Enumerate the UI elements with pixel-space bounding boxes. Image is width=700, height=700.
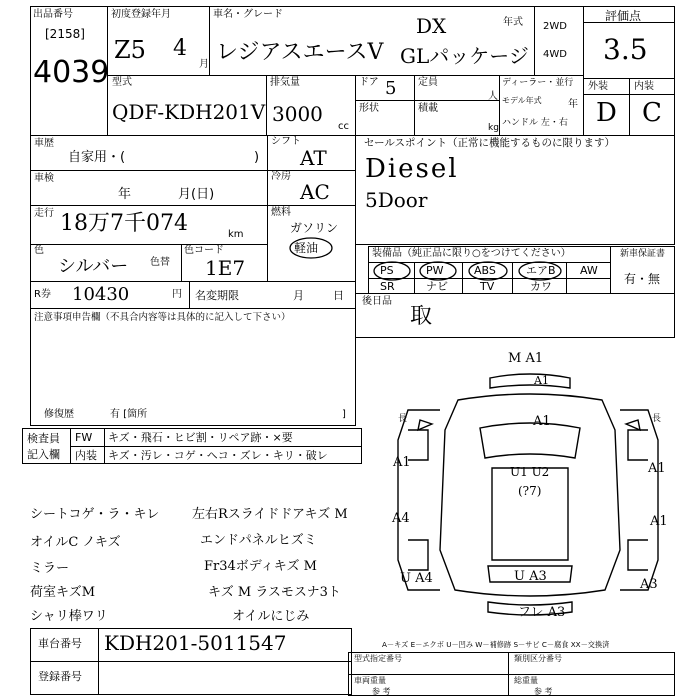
year-label: 年式 [503,17,523,28]
notes-box [30,308,356,426]
diag-right-caption: 長 [652,414,662,424]
sales-label: セールスポイント（正常に機能するものに限ります） [364,137,616,149]
later-docs-value: 取 [410,304,433,329]
first-reg-label: 初度登録年月 [111,9,171,20]
ext-grade: D [596,98,617,128]
car-name-label: 車名・グレード [213,9,283,20]
doors-label: ドア [359,77,379,88]
drive-4wd: 4WD [543,49,567,60]
diag-left-caption: 長 [398,414,408,424]
equip-abs: ABS [474,264,496,277]
int-label: 内装 [634,81,654,92]
inspector-fw-text: キズ・飛石・ヒビ割・リペア跡・×要 [108,431,293,444]
use-value: 自家用・( [68,150,126,165]
shift-value: AT [300,146,327,170]
diag-label-ua4: U A4 [400,571,433,586]
inspection-label: 車検 [34,173,54,184]
dealer-label: ディーラー・並行 [502,78,574,88]
repair-label: 修復歴 [44,409,74,420]
mileage-value: 18万7千074 [60,211,188,236]
fuel-light: 軽油 [294,241,319,255]
repair-close: ] [342,409,346,420]
warranty-label: 新車保証書 [620,249,666,259]
inspector-fw: FW [75,431,93,444]
inspector-label1: 検査員 [27,432,60,445]
year-unit: 年 [568,99,578,110]
shape-label: 形状 [359,103,379,114]
displacement-label: 排気量 [270,77,300,88]
ext-label: 外装 [588,81,608,92]
remark-4: 荷室キズM [30,585,96,600]
notes-label: 注意事項申告欄（不具合内容等は具体的に記入して下さい） [34,312,291,323]
repair-value: 有 [箇所 [110,409,148,420]
diag-label-a1-right: A1 [648,461,666,476]
load-label: 積載 [418,103,438,114]
reg-label: 登録番号 [38,670,82,683]
doors-value: 5 [385,78,397,99]
grade-dx: DX [416,14,447,38]
diag-label-a1-roof: A1 [533,414,551,429]
remark-2: オイルC ノキズ [30,535,121,550]
diag-label-fr-a3: フレ A3 [518,605,566,620]
use-close: ) [254,150,260,165]
model-label: 型式 [112,77,132,88]
color-code-value: 1E7 [205,256,246,280]
later-docs-label: 後日品 [362,296,392,307]
color-value: シルバー [58,256,129,277]
equip-aw: AW [580,264,598,277]
color-swap-label: 色替 [150,257,170,268]
diag-legend: A－キズ E－エクボ U－凹み W－補修跡 S－サビ C－腐食 XX－交換済 [382,640,610,649]
equip-airbag: エアB [526,264,556,277]
remark-9: キズ M ラスモスナ3ト [208,585,341,600]
diag-label-a1-rside: A1 [650,514,668,529]
first-reg-month-unit: 月 [199,59,209,70]
total-label: 総重量 [514,676,538,685]
chassis-value: KDH201-5011547 [104,631,287,655]
recycle-label: R券 [34,289,51,300]
name-change-day: 日 [333,289,344,302]
equip-ps: PS [380,264,394,277]
equipment-label: 装備品（純正品に限り○をつけてください） [372,248,571,259]
use-label: 車歴 [34,138,54,149]
lot-number: 4039 [33,55,110,90]
lot-code: [2158] [45,27,85,41]
fuel-gas: ガソリン [290,221,339,235]
inspection-month: 月(日) [178,187,215,202]
inspection-box [30,170,268,206]
inspector-interior: 内装 [75,449,97,462]
equip-sr: SR [380,280,395,293]
drive-box [534,6,584,76]
sales-line1: Diesel [365,154,459,184]
color-code-label: 色コード [184,245,224,256]
category-label: 類別区分番号 [514,654,562,663]
first-reg-era: Z5 [114,36,146,64]
model-value: QDF-KDH201V [112,100,266,124]
fuel-circle [288,236,334,260]
diag-label-a1-top: A1 [534,374,549,387]
grade: GLパッケージ [400,44,529,68]
name-change-month: 月 [293,289,304,302]
remark-6: 左右Rスライドドアキズ M [192,507,348,522]
color-label: 色 [34,245,44,256]
seats-label: 定員 [418,77,438,88]
ref-label-2: 参 考 [534,687,553,696]
load-unit: kg [488,123,499,133]
diag-label-a3: A3 [640,577,658,592]
mileage-unit: km [228,229,244,240]
weight-label: 車両重量 [354,676,386,685]
model-year-label: モデル年式 [502,96,542,105]
equip-leather: カワ [530,280,552,293]
chassis-label: 車台番号 [38,637,82,650]
later-docs-box [355,293,675,338]
remark-5: シャリ棒ワリ [30,609,108,624]
diag-label-q7: (?7) [518,484,542,498]
use-box [30,135,268,171]
ref-label-1: 参 考 [372,687,391,696]
displacement-unit: cc [338,121,349,132]
recycle-unit: 円 [172,289,182,300]
diag-label-m-a1: M A1 [508,351,544,366]
drive-2wd: 2WD [543,21,567,32]
score-label: 評価点 [605,9,642,23]
equip-pw: PW [426,264,444,277]
int-grade: C [642,98,662,128]
equip-circles [368,260,568,282]
mileage-label: 走行 [34,208,54,219]
sales-line2: 5Door [365,188,428,212]
shift-label: シフト [271,136,301,147]
inspector-label2: 記入欄 [27,448,60,461]
car-name: レジアスエースV [216,40,384,65]
name-change-label: 名変期限 [195,289,239,302]
ac-value: AC [300,180,330,204]
displacement-value: 3000 [272,102,323,126]
equip-tv: TV [480,280,495,293]
remark-7: エンドパネルヒズミ [200,533,317,548]
diag-label-a4: A4 [392,511,410,526]
lot-label: 出品番号 [33,9,73,20]
warranty-value: 有・無 [624,272,661,286]
type-no-label: 型式指定番号 [354,654,402,663]
inspector-interior-text: キズ・汚レ・コゲ・ヘコ・ズレ・キリ・破レ [108,449,328,462]
equip-navi: ナビ [426,280,448,293]
seats-unit: 人 [488,91,498,102]
remark-10: オイルにじみ [232,609,310,624]
remark-3: ミラー [30,561,70,576]
diag-label-ua3: U A3 [514,569,547,584]
fuel-label: 燃料 [271,207,291,218]
remark-8: Fr34ボディキズ M [204,559,317,574]
first-reg-month: 4 [173,36,187,61]
ac-label: 冷房 [271,171,291,182]
remark-1: シートコゲ・ラ・キレ [30,507,160,522]
diag-label-a1-left: A1 [393,455,411,470]
recycle-value: 10430 [72,284,130,305]
inspection-year: 年 [118,187,132,202]
diag-label-u1u2: U1 U2 [510,465,550,479]
handle-label: ハンドル 左・右 [502,118,568,128]
score-value: 3.5 [603,33,648,66]
